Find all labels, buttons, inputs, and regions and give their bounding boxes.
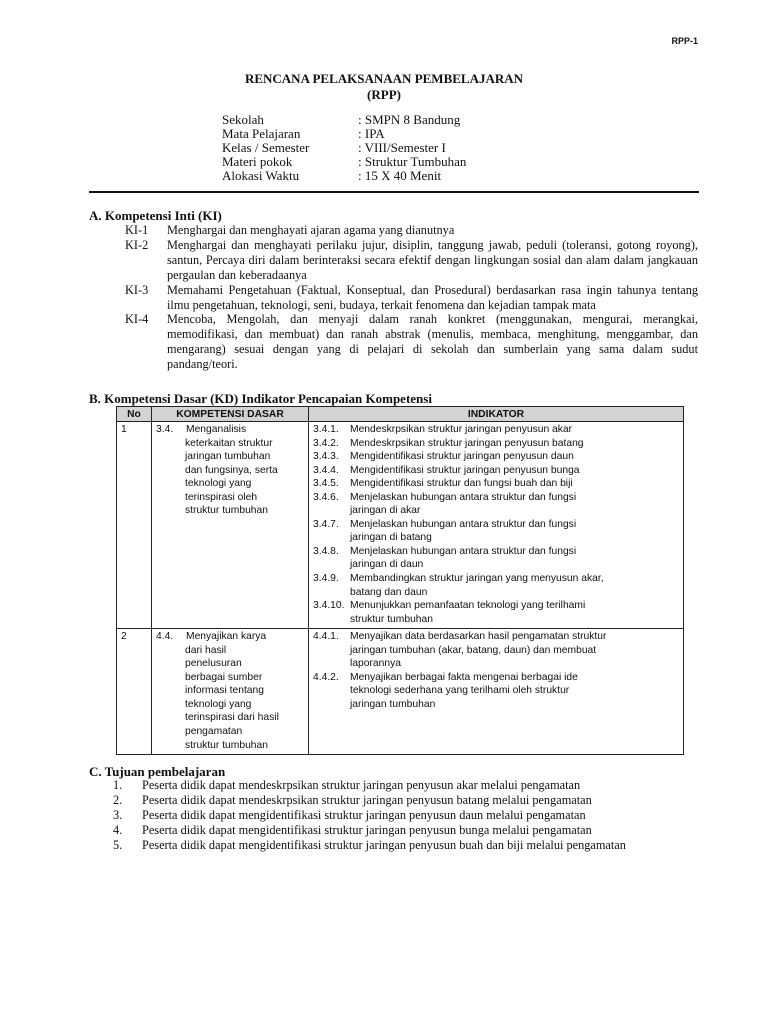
- indicator-text: [350, 599, 679, 626]
- indicator-line: Mendeskrpsikan struktur jaringan penyusun akar: [350, 424, 573, 435]
- indicator-text: [350, 464, 679, 478]
- ki-item: [125, 223, 698, 238]
- ki-code: KI-3: [125, 282, 149, 297]
- meta-label: Mata Pelajaran: [222, 126, 301, 141]
- kd-text: teknologi yang: [185, 478, 252, 490]
- indicator-item: [313, 572, 679, 599]
- indicator-line: Membandingkan struktur jaringan yang menyusun akar,: [350, 573, 604, 585]
- indicator-cell: [309, 629, 684, 755]
- kd-text: struktur tumbuhan: [185, 739, 268, 751]
- section-c-title: C. Tujuan pembelajaran: [89, 764, 226, 779]
- table-row: [117, 422, 684, 629]
- indicator-line: Mendeskrpsikan struktur jaringan penyusun batang: [350, 437, 584, 449]
- goal-list: [113, 778, 698, 853]
- indicator-text: [350, 630, 679, 671]
- indicator-item: [313, 518, 679, 545]
- goal-text: Peserta didik dapat mengidentifikasi struktur jaringan penyusun daun melalui pengamatan: [142, 807, 586, 822]
- kd-cell: [152, 422, 309, 629]
- meta-value: : SMPN 8 Bandung: [358, 112, 461, 127]
- title-line-1: RENCANA PELAKSANAAN PEMBELAJARAN: [244, 71, 524, 86]
- meta-row-subject: [222, 127, 466, 141]
- ki-list: [125, 223, 698, 372]
- section-a-title: A. Kompetensi Inti (KI): [89, 208, 222, 223]
- list-item: [113, 823, 698, 838]
- header-indicator: INDIKATOR: [309, 407, 684, 422]
- kd-text: dari hasil: [185, 644, 227, 656]
- indicator-number: 3.4.2.: [313, 437, 339, 449]
- indicator-number: 3.4.3.: [313, 451, 339, 463]
- kd-text: jaringan tumbuhan: [185, 451, 271, 463]
- title-line-2: (RPP): [367, 87, 401, 102]
- list-item: [113, 778, 698, 793]
- indicator-text: [350, 477, 679, 491]
- ki-code: KI-2: [125, 237, 149, 252]
- goal-text: Peserta didik dapat mengidentifikasi struktur jaringan penyusun bunga melalui pengamatan: [142, 822, 592, 837]
- meta-label: Kelas / Semester: [222, 140, 310, 155]
- indicator-line: Mengidentifikasi struktur jaringan penyusun daun: [350, 451, 574, 463]
- page-code: RPP-1: [671, 36, 698, 46]
- kd-text: Menganalisis: [186, 424, 247, 435]
- indicator-number: 3.4.4.: [313, 464, 339, 476]
- kd-text: berbagai sumber: [185, 671, 263, 683]
- kd-cell: [152, 629, 309, 755]
- ki-text: Menghargai dan menghayati perilaku jujur, disiplin, tanggung jawab, peduli (toleransi, gotong royong), santun, Percaya diri dalam berinteraksi secara efektif dengan lingkungan sosial dan alam dalam jangkauan pergaulan dan keberadaanya: [167, 237, 698, 282]
- goal-number: 3.: [113, 807, 123, 822]
- indicator-number: 4.4.2.: [313, 671, 339, 683]
- indicator-line: Menjelaskan hubungan antara struktur dan fungsi: [350, 491, 577, 503]
- goal-number: 4.: [113, 822, 123, 837]
- indicator-line: Menyajikan data berdasarkan hasil pengamatan struktur: [350, 631, 607, 643]
- indicator-line: Menjelaskan hubungan antara struktur dan fungsi: [350, 545, 577, 557]
- ki-text: Memahami Pengetahuan (Faktual, Konseptual, dan Prosedural) berdasarkan rasa ingin tahunya tentang ilmu pengetahuan, teknologi, seni, budaya, terkait fenomena dan kejadian tampak mata: [167, 282, 698, 312]
- header-no: No: [117, 407, 152, 422]
- meta-value: : VIII/Semester I: [358, 140, 446, 155]
- kd-text: terinspirasi oleh: [185, 491, 258, 503]
- kd-text: dan fungsinya, serta: [185, 464, 278, 476]
- indicator-cell: [309, 422, 684, 629]
- goal-number: 2.: [113, 792, 123, 807]
- goal-number: 5.: [113, 837, 123, 852]
- goal-text: Peserta didik dapat mendeskrpsikan struktur jaringan penyusun akar melalui pengamatan: [142, 778, 581, 792]
- indicator-line: teknologi sederhana yang terilhami oleh struktur: [350, 685, 570, 697]
- kd-first-line: [156, 423, 304, 437]
- ki-item: [125, 283, 698, 313]
- indicator-number: 3.4.1.: [313, 424, 339, 435]
- indicator-text: [350, 518, 679, 545]
- indicator-text: [350, 545, 679, 572]
- indicator-item: [313, 599, 679, 626]
- indicator-item: [313, 671, 679, 712]
- kd-first-line: [156, 630, 304, 644]
- kd-text: informasi tentang: [185, 685, 264, 697]
- indicator-number: 4.4.1.: [313, 631, 339, 643]
- meta-value: : 15 X 40 Menit: [358, 168, 442, 183]
- indicator-item: [313, 464, 679, 478]
- header-divider: [89, 191, 699, 193]
- indicator-number: 3.4.5.: [313, 478, 339, 490]
- indicator-number: 3.4.7.: [313, 518, 339, 530]
- indicator-line: Mengidentifikasi struktur jaringan penyusun bunga: [350, 464, 580, 476]
- indicator-number: 3.4.10.: [313, 600, 345, 612]
- indicator-item: [313, 491, 679, 518]
- goal-number: 1.: [113, 778, 123, 792]
- indicator-line: laporannya: [350, 658, 401, 670]
- indicator-text: [350, 423, 679, 437]
- list-item: [113, 793, 698, 808]
- indicator-line: struktur tumbuhan: [350, 613, 433, 625]
- goal-text: Peserta didik dapat mendeskrpsikan struktur jaringan penyusun batang melalui pengamatan: [142, 792, 592, 807]
- ki-item: [125, 312, 698, 372]
- row-no: 1: [117, 422, 152, 629]
- list-item: [113, 838, 698, 853]
- table-header-row: [117, 407, 684, 422]
- table-row: [117, 629, 684, 755]
- list-item: [113, 808, 698, 823]
- kd-text: pengamatan: [185, 726, 243, 738]
- indicator-text: [350, 450, 679, 464]
- document-title: [0, 71, 768, 103]
- indicator-number: 3.4.9.: [313, 573, 339, 585]
- indicator-text: [350, 671, 679, 712]
- indicator-text: [350, 572, 679, 599]
- meta-row-time: [222, 169, 466, 183]
- indicator-line: Menunjukkan pemanfaatan teknologi yang terilhami: [350, 600, 586, 612]
- indicator-line: jaringan di daun: [350, 559, 424, 571]
- indicator-line: Menjelaskan hubungan antara struktur dan fungsi: [350, 518, 577, 530]
- indicator-text: [350, 437, 679, 451]
- kd-table: [116, 406, 684, 755]
- indicator-number: 3.4.6.: [313, 491, 339, 503]
- indicator-line: jaringan tumbuhan (akar, batang, daun) dan membuat: [350, 644, 597, 656]
- kd-text: struktur tumbuhan: [185, 505, 268, 517]
- indicator-line: jaringan di batang: [350, 532, 432, 544]
- indicator-item: [313, 477, 679, 491]
- indicator-item: [313, 423, 679, 437]
- kd-text: keterkaitan struktur: [185, 437, 273, 449]
- meta-label: Materi pokok: [222, 154, 293, 169]
- meta-value: : Struktur Tumbuhan: [358, 154, 467, 169]
- indicator-item: [313, 545, 679, 572]
- identity-block: [222, 113, 466, 183]
- indicator-item: [313, 630, 679, 671]
- indicator-line: batang dan daun: [350, 586, 428, 598]
- indicator-item: [313, 450, 679, 464]
- goal-text: Peserta didik dapat mengidentifikasi struktur jaringan penyusun buah dan biji melalui pengamatan: [142, 837, 626, 852]
- kd-text: penelusuran: [185, 658, 242, 670]
- indicator-item: [313, 437, 679, 451]
- kd-number: 4.4.: [156, 631, 174, 643]
- kd-number: 3.4.: [156, 424, 174, 435]
- meta-label: Sekolah: [222, 112, 264, 127]
- meta-label: Alokasi Waktu: [222, 168, 300, 183]
- ki-code: KI-4: [125, 312, 149, 327]
- kd-text: Menyajikan karya: [186, 631, 267, 643]
- indicator-text: [350, 491, 679, 518]
- ki-code: KI-1: [125, 223, 149, 237]
- indicator-line: Mengidentifikasi struktur dan fungsi buah dan biji: [350, 478, 573, 490]
- ki-item: [125, 238, 698, 283]
- header-kd: KOMPETENSI DASAR: [152, 407, 309, 422]
- meta-row-topic: [222, 155, 466, 169]
- ki-text: Mencoba, Mengolah, dan menyaji dalam ranah konkret (menggunakan, mengurai, merangkai, memodifikasi, dan membuat) dan ranah abstrak (menulis, membaca, menghitung, menggambar, dan mengarang) sesuai dengan yang di pelajari di sekolah dan sumberlain yang sama dalam sudut pandang/teori.: [167, 312, 698, 372]
- section-b-title: B. Kompetensi Dasar (KD) Indikator Pencapaian Kompetensi: [89, 391, 432, 406]
- indicator-line: Menyajikan berbagai fakta mengenai berbagai ide: [350, 671, 578, 683]
- indicator-number: 3.4.8.: [313, 545, 339, 557]
- indicator-line: jaringan tumbuhan: [350, 698, 436, 710]
- meta-row-class: [222, 141, 466, 155]
- kd-text: terinspirasi dari hasil: [185, 712, 279, 724]
- meta-value: : IPA: [358, 126, 385, 141]
- meta-row-school: [222, 113, 466, 127]
- ki-text: Menghargai dan menghayati ajaran agama yang dianutnya: [167, 223, 455, 237]
- kd-text: teknologi yang: [185, 698, 252, 710]
- indicator-line: jaringan di akar: [350, 505, 421, 517]
- row-no: 2: [117, 629, 152, 755]
